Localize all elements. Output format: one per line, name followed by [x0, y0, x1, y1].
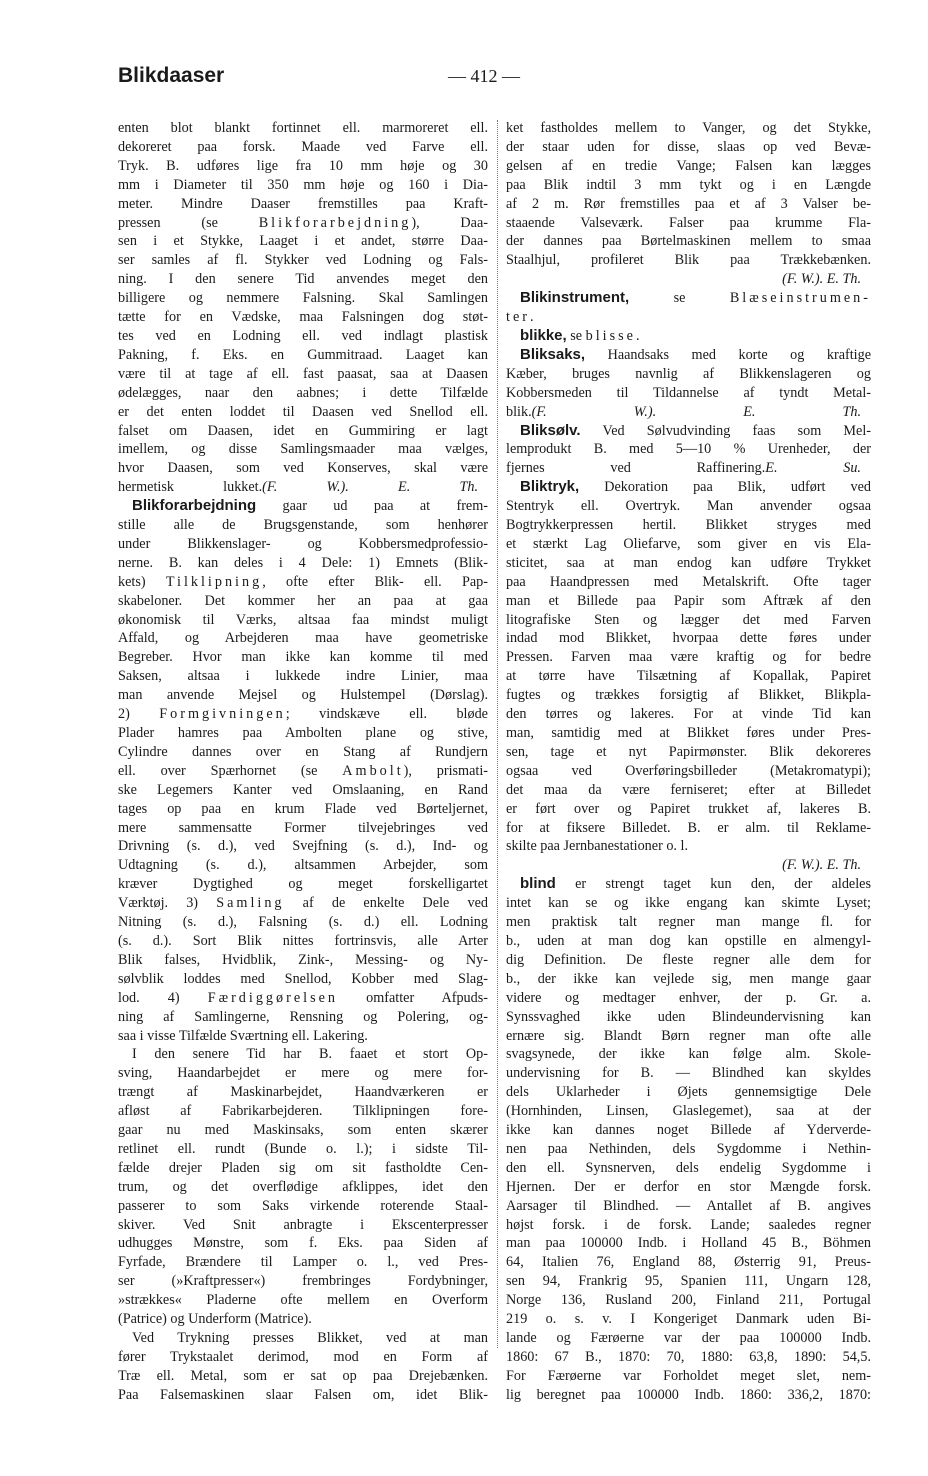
text-line: ske Legemers Kanter ved Omslaaning, en Rand [118, 781, 488, 798]
text-line: det maa da være ferniseret; efter at Billedet [506, 781, 871, 798]
author-signature: E. Su. [765, 460, 861, 477]
text-line: Pressen. Farven maa være kraftig og for bedre [506, 649, 871, 666]
text-line: Stentryk ell. Overtryk. Man anvender ogsaa [506, 498, 871, 515]
entry-headword: blikke, [520, 326, 567, 344]
text-line: lande og Færøerne var der paa 100000 Indb. [506, 1330, 871, 1346]
text-line: Fyrfade, Brændere til Lamper o. l., ved Pres- [118, 1254, 488, 1271]
author-signature: (F. W.). E. Th. [782, 271, 861, 288]
text-line: paa Blik indtil 3 mm tykt og i en Længde [506, 176, 871, 193]
text-line: Begreber. Hvor man ikke kan komme til med [118, 649, 488, 666]
text-line: enten blot blankt fortinnet ell. marmoreret ell. [118, 120, 488, 136]
text-line: ser (»Kraftpresser«) frembringes Fordybninger, [118, 1273, 488, 1290]
text-line: pressen (se Blikforarbejdning), Daa- [118, 214, 488, 231]
text-line: I den senere Tid har B. faaet et stort Op- [132, 1046, 488, 1063]
entry-headword: blind [520, 875, 556, 893]
text-line [506, 270, 871, 289]
text-line: Saksen, altsaa i lukkede indre Linier, maa [118, 668, 488, 685]
text-line [506, 856, 871, 875]
text-line: sen 94, Frankrig 95, Spanien 111, Ungarn 128, [506, 1273, 871, 1290]
running-title: Blikdaaser [118, 64, 225, 87]
text-line: Plader hamres paa Ambolten plane og stive, [118, 725, 488, 741]
text-line: Bogtrykkerpressen hertil. Blikket stryges med [506, 517, 871, 534]
text-line: ell. over Spærhornet (se Ambolt), prismati- [118, 762, 488, 779]
text-line: lig beregnet paa 100000 Indb. 1860: 336,2, 1870: [506, 1386, 871, 1403]
text-line: dekoreret paa forsk. Maade ved Farve ell. [118, 138, 488, 155]
text-line: litografiske Sten og lægger det med Farven [506, 611, 871, 628]
text-line: Blikforarbejdning gaar ud paa at frem- [132, 497, 488, 515]
text-line: videre og medtager enhver, der p. Gr. a. [506, 989, 871, 1006]
text-line: er ført over og Papiret trukket af, lakeres B. [506, 800, 871, 817]
author-signature: (F. W.). E. Th. [782, 857, 861, 874]
text-line: kræver Dygtighed og meget forskelligartet [118, 876, 488, 893]
text-line: retlinet ell. rundt (Bunde o. l.); i sidste Til- [118, 1140, 488, 1157]
cross-reference: Blæseinstrumen- [729, 290, 871, 307]
text-line: (Hornhinden, Linsen, Glaslegemet), saa at der [506, 1103, 871, 1120]
text-line: For Færøerne var Forholdet meget slet, nem- [506, 1367, 871, 1384]
text-line: fugtes og trækkes forsigtig af Blikket, Blikpla- [506, 687, 871, 704]
text-line: lod. 4) Færdiggørelsen omfatter Afpuds- [118, 989, 488, 1006]
text-line: (Patrice) og Underform (Matrice). [118, 1311, 312, 1328]
text-line: for at fiksere Billedet. B. er alm. til Reklame- [506, 819, 871, 836]
text-line: Kæber, bruges navnlig af Blikkenslageren og [506, 365, 871, 382]
text-line: falset om Daasen, idet en Gummiring er lagt [118, 422, 488, 439]
text-line: Bliksaks, Haandsaks med korte og kraftige [520, 345, 871, 363]
entry-headword: Blikinstrument, [520, 289, 630, 307]
text-line: intet kan se og ikke engang kan skimte Lyset; [506, 895, 871, 912]
text-line: paa Haandpressen med Metalskrift. Ofte tager [506, 573, 871, 590]
text-line: Hjernen. Der er derfor en stor Mængde forsk. [506, 1178, 871, 1195]
cross-reference: Ambolt [342, 762, 404, 779]
text-line: fører Trykstaalet derimod, mod en Form af [118, 1348, 488, 1365]
cross-reference: blisse [585, 327, 636, 344]
text-line: ket fastholdes mellem to Vanger, og det Stykke, [506, 120, 871, 136]
text-line: udhugges Mønstre, som f. Eks. paa Siden af [118, 1235, 488, 1252]
right-column [506, 119, 871, 1405]
text-line: Kobbersmeden til Tildannelse af tyndt Metal- [506, 384, 871, 401]
text-line: være til at tage af ell. fast paasat, saa at Daasen [118, 365, 488, 382]
text-line: Drivning (s. d.), ved Svejfning (s. d.), Ind- og [118, 838, 488, 855]
text-line: fælde drejer Pladen sig om sit fastholdte Cen- [118, 1159, 488, 1176]
text-line: Norge 136, Rusland 200, Finland 211, Portugal [506, 1292, 871, 1309]
text-line: skilte paa Jernbanestationer o. l. [506, 838, 689, 855]
text-line: trum, og det overflødige afklippes, idet den [118, 1178, 488, 1195]
text-line: sølvblik loddes med Snellod, Kobber med Slag- [118, 970, 488, 987]
text-line: Værktøj. 3) Samling af de enkelte Dele ved [118, 895, 488, 912]
text-line: imellem, og disse Samlingsmaader maa vælges, [118, 441, 488, 458]
text-line: hvor Daasen, som ved Konserves, skal være [118, 460, 488, 477]
text-line: sticitet, saa at man endog kan udføre Trykket [506, 554, 871, 571]
text-line: der staar uden for disse, slaas op ved Bevæ- [506, 138, 871, 155]
text-line: man et Billede paa Papir som Aftræk af den [506, 592, 871, 609]
text-line: Paa Falsemaskinen slaar Falsen om, idet Blik- [118, 1386, 488, 1403]
text-line: Blik falses, Hvidblik, Zink-, Messing- og Ny- [118, 951, 488, 968]
text-line: undervisning for B. — Blindhed kan skyldes [506, 1065, 871, 1082]
text-line: Synssvaghed ikke uden Blindeundervisning kan [506, 1008, 871, 1025]
text-line: blikke, se blisse. [520, 326, 640, 344]
text-line: svagsynede, der ikke kan følge alm. Skole- [506, 1046, 871, 1063]
text-line: Affald, og Arbejderen maa have geometriske [118, 630, 488, 647]
text-line: Bliktryk, Dekoration paa Blik, udført ved [520, 478, 871, 496]
text-line: man, samtidig med at Blikket føres under Pres- [506, 725, 871, 741]
text-line: dels Uklarheder i Øjets gennemsigtige Dele [506, 1084, 871, 1101]
text-line: mm i Diameter til 350 mm høje og 160 i Dia- [118, 176, 488, 193]
text-line: trængt af Maskinarbejdet, Haandværkeren er [118, 1084, 488, 1101]
text-line: at tørre have Tilsætning af Kopallak, Papiret [506, 668, 871, 685]
text-line: er det enten loddet til Daasen ved Snellod ell. [118, 403, 488, 420]
text-line: ernære sig. Blandt Børn regner man ofte alle [506, 1027, 871, 1044]
author-signature: (F. W.). E. Th. [262, 479, 478, 496]
entry-headword: Bliksølv. [520, 421, 581, 439]
text-line: sving, Haandarbejdet er mere og mere for- [118, 1065, 488, 1082]
text-line: ødelægges, naar den aabnes; i dette Tilfælde [118, 384, 488, 401]
text-line: ning af Samlingerne, Rensning og Polering, og- [118, 1008, 488, 1025]
emphasis-term: Tilklipning [165, 573, 263, 590]
text-line: b., der ikke kan vejlede sig, men mange gaar [506, 970, 871, 987]
emphasis-term: Formgivningen [159, 706, 286, 723]
author-signature: (F. W.). E. Th. [531, 403, 861, 420]
text-line: tes ved en Lodning ell. ved indlagt plastisk [118, 327, 488, 344]
text-line: økonomisk til Værks, altsaa faa mindst muligt [118, 611, 488, 628]
text-line: Udtagning (s. d.), altsammen Arbejder, som [118, 857, 488, 874]
running-header [118, 64, 868, 92]
text-line: (s. d.). Sort Blik nittes fortrinsvis, alle Arter [118, 932, 488, 949]
text-line: lemprodukt B. med 5—10 % Urenheder, der [506, 441, 871, 458]
text-line: sen i et Stykke, Laaget i et andet, større Daa- [118, 233, 488, 250]
text-line: passerer to som Saks virkende roterende Staal- [118, 1197, 488, 1214]
entry-headword: Bliksaks, [520, 345, 586, 363]
text-line: »strækkes« Pladerne ofte mellem en Overform [118, 1292, 488, 1309]
text-line: sen, tage et nyt Papirmønster. Blik dekoreres [506, 743, 871, 760]
text-line: tages op paa en krum Flade ved Børteljernet, [118, 800, 488, 817]
text-line: Cylindre dannes over en Stang af Rundjern [118, 743, 488, 760]
text-line: 1860: 67 B., 1870: 70, 1880: 63,8, 1890: 54,5. [506, 1348, 871, 1365]
text-line: meter. Mindre Daaser fremstilles paa Kraft- [118, 195, 488, 212]
text-line: ter. [506, 309, 534, 326]
text-line: mere sammensatte Former tilvejebringes ved [118, 819, 488, 836]
text-line: kets) Tilklipning, ofte efter Blik- ell. Pap- [118, 573, 488, 590]
entry-headword: Blikforarbejdning [132, 497, 257, 515]
entry-headword: Bliktryk, [520, 478, 580, 496]
text-line: men praktisk talt regner man mange fl. for [506, 914, 871, 931]
text-line: Træ ell. Metal, som er sat op paa Drejebænken. [118, 1367, 488, 1384]
text-line: blind er strengt taget kun den, der aldeles [520, 875, 871, 893]
text-line: Bliksølv. Ved Sølvudvinding faas som Mel- [520, 421, 871, 439]
text-line: 219 o. s. v. I Kongeriget Danmark uden Bi- [506, 1311, 871, 1328]
column-divider [497, 120, 498, 1348]
left-column [118, 119, 488, 1405]
text-line: Tryk. B. udføres lige fra 10 mm høje og 30 [118, 157, 488, 174]
text-line: under Blikkenslager- og Kobbersmedprofessio- [118, 535, 488, 552]
text-line: nen paa Nethinden, dels Sygdomme i Nethin- [506, 1140, 871, 1157]
text-line: Nitning (s. d.), Falsning (s. d.) ell. Lodning [118, 914, 488, 931]
text-line: tætte for en Vædske, maa Falsningen dog støt- [118, 309, 488, 326]
text-line: 2) Formgivningen; vindskæve ell. bløde [118, 706, 488, 723]
text-line: nerne. B. kan deles i 4 Dele: 1) Emnets (Blik- [118, 554, 488, 571]
cross-reference: ter [506, 309, 530, 326]
text-line: billigere og nemmere Falsning. Skal Samlingen [118, 290, 488, 307]
text-line: gaar nu med Maskinsaks, som enten skærer [118, 1122, 488, 1139]
cross-reference: Blikforarbejdning [258, 214, 412, 231]
text-line: et stærkt Lag Oliefarve, som giver en vis Ela- [506, 535, 871, 552]
text-line: den ell. Synsnerven, dels endelig Sygdomme i [506, 1159, 871, 1176]
text-line: gelsen af en tredie Vange; Falsen kan lægges [506, 157, 871, 174]
text-line: skabeloner. Det kommer her an paa at gaa [118, 592, 488, 609]
text-line: Staalhjul, profileret Blik paa Trækkebænken. [506, 252, 871, 269]
text-line: Ved Trykning presses Blikket, ved at man [132, 1330, 488, 1346]
emphasis-term: Samling [216, 895, 285, 912]
text-line: ning. I den senere Tid anvendes meget den [118, 271, 488, 288]
text-line: stille alle de Brugsgenstande, som henhører [118, 517, 488, 534]
page-number: — 412 — [448, 66, 520, 86]
text-line: saa i visse Tilfælde Sværtning ell. Lakering. [118, 1027, 368, 1044]
text-line: staaende Valseværk. Falser paa krumme Fla- [506, 214, 871, 231]
emphasis-term: Færdiggørelsen [207, 989, 338, 1006]
text-line: Blikinstrument, se Blæseinstrumen- [520, 289, 871, 307]
text-line: 64, Italien 76, England 88, Østerrig 91, Preus- [506, 1254, 871, 1271]
text-line: dig Definition. De fleste regner alle dem for [506, 951, 871, 968]
text-line: man anvende Mejsel og Hulstempel (Dørslag). [118, 687, 488, 704]
text-line: af 2 m. Rør fremstilles paa et af 3 Valser be- [506, 195, 871, 212]
text-line: der dannes paa Børtelmaskinen mellem to smaa [506, 233, 871, 250]
text-line: Pakning, f. Eks. en Gummitraad. Laaget kan [118, 346, 488, 363]
text-line: afløst af Fabrikarbejderen. Tilklipningen fore- [118, 1103, 488, 1120]
text-line: den tørres og lakeres. For at vinde Tid kan [506, 706, 871, 723]
text-line: Aarsager til Blindhed. — Antallet af B. angives [506, 1197, 871, 1214]
text-line: fjernes ved Raffinering.E. Su. [506, 459, 871, 478]
text-line: b., uden at man dog kan opstille en almengyl- [506, 932, 871, 949]
text-line: indad mod Blikket, hvorpaa dette føres under [506, 630, 871, 647]
text-line: højst forsk. i de forsk. Lande; saaledes regner [506, 1216, 871, 1233]
text-line: ser samles af fl. Stykker ved Lodning og Fals- [118, 252, 488, 269]
text-line: hermetisk lukket.(F. W.). E. Th. [118, 478, 488, 497]
text-line: man paa 100000 Indb. i Holland 45 B., Böhmen [506, 1235, 871, 1252]
text-line: ikke kan dannes noget Billede af Yderverde- [506, 1122, 871, 1139]
text-line: skiver. Ved Snit anbragte i Ekscenterpresser [118, 1216, 488, 1233]
text-line: blik.(F. W.). E. Th. [506, 403, 871, 422]
text-line: ogsaa ved Overføringsbilleder (Metakromatypi); [506, 762, 871, 779]
